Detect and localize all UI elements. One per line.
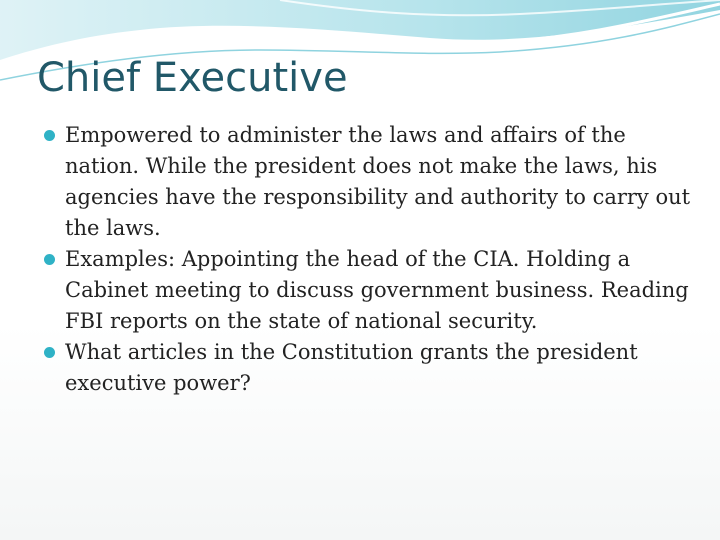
bullet-dot-icon — [44, 130, 55, 141]
bullet-dot-icon — [44, 347, 55, 358]
bullet-text: Examples: Appointing the head of the CIA. Holding a Cabinet meeting to discuss government business. Reading FBI reports on the state of national security. — [65, 247, 689, 333]
bullet-dot-icon — [44, 254, 55, 265]
bullet-text: What articles in the Constitution grants the president executive power? — [65, 340, 638, 395]
bullet-item — [44, 120, 704, 244]
slide-title: Chief Executive — [37, 55, 348, 101]
bullet-item — [44, 244, 704, 337]
bullet-list — [44, 120, 704, 399]
bullet-item — [44, 337, 704, 399]
bullet-text: Empowered to administer the laws and affairs of the nation. While the president does not make the laws, his agencies have the responsibility and authority to carry out the laws. — [65, 123, 691, 240]
